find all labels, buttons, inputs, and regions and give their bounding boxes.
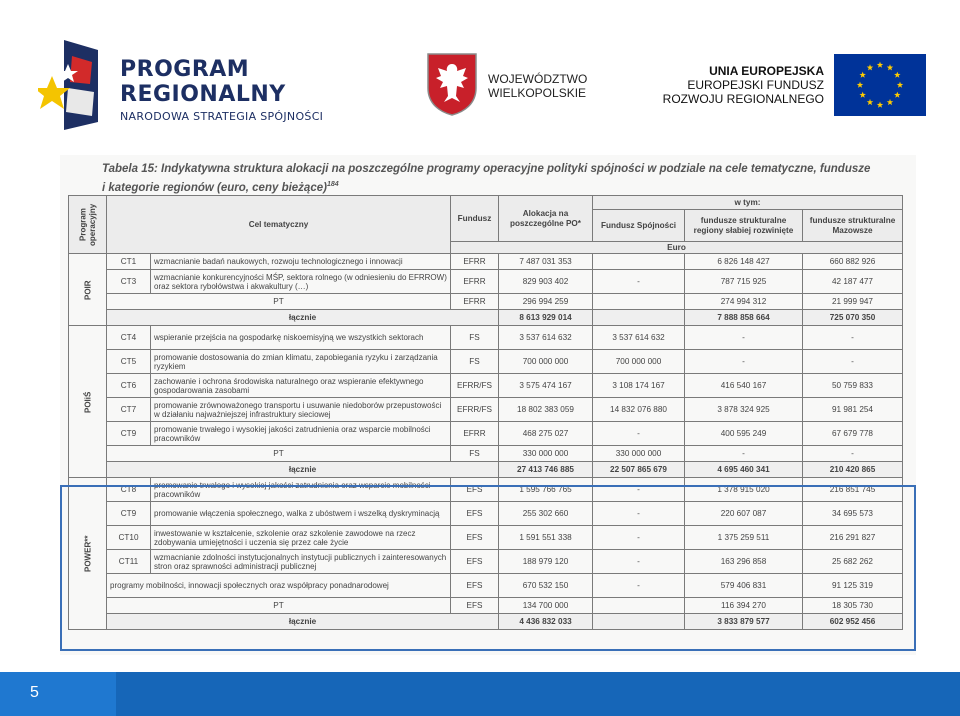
cell-fs: 700 000 000 bbox=[593, 350, 685, 374]
group-pois: POIiŚ bbox=[69, 326, 107, 478]
cell-label: PT bbox=[107, 446, 451, 462]
cell-ct: CT1 bbox=[107, 254, 151, 270]
page-number: 5 bbox=[30, 684, 39, 701]
header-euro: Euro bbox=[451, 242, 903, 254]
cell-fs: 22 507 865 679 bbox=[593, 462, 685, 478]
group-power: POWER** bbox=[69, 478, 107, 630]
cell-alloc: 296 994 259 bbox=[499, 294, 593, 310]
cell-alloc: 1 591 551 338 bbox=[499, 526, 593, 550]
cell-ct: CT3 bbox=[107, 270, 151, 294]
cell-desc: promowanie włączenia społecznego, walka z ubóstwem i wszelką dyskryminacją bbox=[151, 502, 451, 526]
cell-fund: EFS bbox=[451, 526, 499, 550]
cell-fs: - bbox=[593, 478, 685, 502]
cell-alloc: 188 979 120 bbox=[499, 550, 593, 574]
cell-fs: 3 537 614 632 bbox=[593, 326, 685, 350]
cell-label: łącznie bbox=[107, 462, 499, 478]
cell-maz: 25 682 262 bbox=[803, 550, 903, 574]
header-w-tym: w tym: bbox=[593, 196, 903, 210]
cell-fs: 330 000 000 bbox=[593, 446, 685, 462]
cell-fund: EFRR bbox=[451, 422, 499, 446]
cell-alloc: 4 436 832 033 bbox=[499, 614, 593, 630]
cell-alloc: 330 000 000 bbox=[499, 446, 593, 462]
header-fundusz: Fundusz bbox=[451, 196, 499, 242]
cell-less: 400 595 249 bbox=[685, 422, 803, 446]
cell-alloc: 7 487 031 353 bbox=[499, 254, 593, 270]
cell-fs bbox=[593, 294, 685, 310]
table-row bbox=[69, 294, 903, 310]
cell-fs: - bbox=[593, 270, 685, 294]
cell-desc: wzmacnianie badań naukowych, rozwoju technologicznego i innowacji bbox=[151, 254, 451, 270]
cell-maz: 216 291 827 bbox=[803, 526, 903, 550]
cell-ct: CT11 bbox=[107, 550, 151, 574]
cell-maz: 50 759 833 bbox=[803, 374, 903, 398]
cell-desc: wspieranie przejścia na gospodarkę niskoemisyjną we wszystkich sektorach bbox=[151, 326, 451, 350]
cell-fund: EFRR bbox=[451, 294, 499, 310]
cell-maz: 42 187 477 bbox=[803, 270, 903, 294]
cell-desc: promowanie dostosowania do zmian klimatu, zapobiegania ryzyku i zarządzania ryzykiem bbox=[151, 350, 451, 374]
program-regionalny-logo bbox=[38, 38, 338, 130]
cell-fund: EFRR bbox=[451, 270, 499, 294]
region-line2: WIELKOPOLSKIE bbox=[488, 86, 587, 100]
cell-fs bbox=[593, 310, 685, 326]
cell-fs: 3 108 174 167 bbox=[593, 374, 685, 398]
cell-less: 1 375 259 511 bbox=[685, 526, 803, 550]
cell-maz: 660 882 926 bbox=[803, 254, 903, 270]
eu-line3: ROZWOJU REGIONALNEGO bbox=[662, 92, 824, 106]
cell-maz: 21 999 947 bbox=[803, 294, 903, 310]
cell-desc: inwestowanie w kształcenie, szkolenie oraz szkolenie zawodowe na rzecz zdobywania umiejętności i uczenia się przez całe życie bbox=[151, 526, 451, 550]
header-mazowsze: fundusze strukturalne Mazowsze bbox=[803, 210, 903, 242]
table-row bbox=[69, 398, 903, 422]
cell-maz: - bbox=[803, 350, 903, 374]
cell-fund: EFRR/FS bbox=[451, 374, 499, 398]
cell-alloc: 670 532 150 bbox=[499, 574, 593, 598]
cell-less: 274 994 312 bbox=[685, 294, 803, 310]
cell-less: 220 607 087 bbox=[685, 502, 803, 526]
cell-desc: promowanie trwałego i wysokiej jakości zatrudnienia oraz wsparcie mobilności pracowników bbox=[151, 478, 451, 502]
program-logo-line1: PROGRAM bbox=[120, 57, 250, 82]
cell-maz: 91 981 254 bbox=[803, 398, 903, 422]
cell-alloc: 3 537 614 632 bbox=[499, 326, 593, 350]
cell-fs: - bbox=[593, 550, 685, 574]
cell-less: 3 878 324 925 bbox=[685, 398, 803, 422]
cell-fs: - bbox=[593, 574, 685, 598]
cell-fund: EFS bbox=[451, 478, 499, 502]
header-fs: Fundusz Spójności bbox=[593, 210, 685, 242]
header-alokacja: Alokacja na poszczególne PO* bbox=[499, 196, 593, 242]
cell-alloc: 468 275 027 bbox=[499, 422, 593, 446]
caption-footnote: 184 bbox=[326, 181, 339, 188]
cell-less: 416 540 167 bbox=[685, 374, 803, 398]
cell-fs: 14 832 076 880 bbox=[593, 398, 685, 422]
group-poir: POIR bbox=[69, 254, 107, 326]
cell-alloc: 829 903 402 bbox=[499, 270, 593, 294]
eu-line1: UNIA EUROPEJSKA bbox=[709, 64, 824, 78]
table-row-sum bbox=[69, 310, 903, 326]
program-star-mark-icon bbox=[38, 38, 102, 130]
cell-less: 579 406 831 bbox=[685, 574, 803, 598]
table-row bbox=[69, 374, 903, 398]
table-row bbox=[69, 326, 903, 350]
eu-erdf-logo bbox=[660, 54, 926, 116]
cell-desc: wzmacnianie zdolności instytucjonalnych instytucji publicznych i zainteresowanych stron oraz sprawności administracji publicznej bbox=[151, 550, 451, 574]
cell-less: - bbox=[685, 326, 803, 350]
table-row bbox=[69, 350, 903, 374]
cell-less: 163 296 858 bbox=[685, 550, 803, 574]
footer-bar bbox=[0, 672, 960, 716]
cell-fund: FS bbox=[451, 326, 499, 350]
eu-flag-icon bbox=[834, 54, 926, 116]
cell-label: PT bbox=[107, 598, 451, 614]
cell-maz: 67 679 778 bbox=[803, 422, 903, 446]
cell-fund: FS bbox=[451, 350, 499, 374]
cell-ct: CT6 bbox=[107, 374, 151, 398]
table-row bbox=[69, 254, 903, 270]
cell-less: 1 378 915 020 bbox=[685, 478, 803, 502]
cell-fund: EFS bbox=[451, 550, 499, 574]
table-row bbox=[69, 270, 903, 294]
cell-alloc: 700 000 000 bbox=[499, 350, 593, 374]
cell-ct: CT4 bbox=[107, 326, 151, 350]
cell-alloc: 134 700 000 bbox=[499, 598, 593, 614]
cell-label: łącznie bbox=[107, 614, 499, 630]
cell-ct: CT8 bbox=[107, 478, 151, 502]
cell-maz: 18 305 730 bbox=[803, 598, 903, 614]
cell-ct: CT5 bbox=[107, 350, 151, 374]
cell-fund: EFRR/FS bbox=[451, 398, 499, 422]
cell-fs: - bbox=[593, 422, 685, 446]
cell-alloc: 255 302 660 bbox=[499, 502, 593, 526]
header-cel: Cel tematyczny bbox=[107, 196, 451, 254]
program-logo-line3: NARODOWA STRATEGIA SPÓJNOŚCI bbox=[120, 110, 324, 123]
cell-less: 3 833 879 577 bbox=[685, 614, 803, 630]
cell-ct: CT9 bbox=[107, 502, 151, 526]
eu-line2: EUROPEJSKI FUNDUSZ bbox=[687, 78, 824, 92]
cell-less: 6 826 148 427 bbox=[685, 254, 803, 270]
cell-fund: EFS bbox=[451, 502, 499, 526]
cell-less: 787 715 925 bbox=[685, 270, 803, 294]
program-logo-line2: REGIONALNY bbox=[120, 82, 286, 107]
table-row-sum bbox=[69, 462, 903, 478]
cell-alloc: 1 595 766 765 bbox=[499, 478, 593, 502]
page-number-box bbox=[0, 672, 116, 716]
cell-less: - bbox=[685, 446, 803, 462]
cell-alloc: 27 413 746 885 bbox=[499, 462, 593, 478]
cell-fs bbox=[593, 254, 685, 270]
table-row bbox=[69, 422, 903, 446]
caption-line2: i kategorie regionów (euro, ceny bieżące) bbox=[102, 181, 327, 194]
cell-ct: CT7 bbox=[107, 398, 151, 422]
cell-desc: promowanie zrównoważonego transportu i usuwanie niedoborów przepustowości w działaniu najważniejszej infrastruktury sieciowej bbox=[151, 398, 451, 422]
cell-fund: EFRR bbox=[451, 254, 499, 270]
cell-maz: 34 695 573 bbox=[803, 502, 903, 526]
cell-maz: 210 420 865 bbox=[803, 462, 903, 478]
cell-ct: CT9 bbox=[107, 422, 151, 446]
power-highlight-frame bbox=[60, 485, 916, 651]
cell-label: programy mobilności, innowacji społecznych oraz współpracy ponadnarodowej bbox=[107, 574, 451, 598]
cell-maz: - bbox=[803, 446, 903, 462]
cell-label: łącznie bbox=[107, 310, 499, 326]
eagle-shield-icon bbox=[426, 52, 478, 116]
table-caption bbox=[102, 161, 870, 196]
region-name bbox=[488, 72, 587, 100]
cell-maz: 216 851 745 bbox=[803, 478, 903, 502]
cell-alloc: 8 613 929 014 bbox=[499, 310, 593, 326]
cell-less: 4 695 460 341 bbox=[685, 462, 803, 478]
cell-maz: - bbox=[803, 326, 903, 350]
wojewodztwo-wielkopolskie-logo bbox=[426, 52, 626, 116]
cell-maz: 91 125 319 bbox=[803, 574, 903, 598]
cell-fund: EFS bbox=[451, 574, 499, 598]
cell-less: 116 394 270 bbox=[685, 598, 803, 614]
cell-less: 7 888 858 664 bbox=[685, 310, 803, 326]
cell-label: PT bbox=[107, 294, 451, 310]
caption-line1: Tabela 15: Indykatywna struktura alokacji na poszczególne programy operacyjne polityki spójności w podziale na cele tematyczne, fundusze bbox=[102, 163, 871, 175]
cell-maz: 725 070 350 bbox=[803, 310, 903, 326]
cell-less: - bbox=[685, 350, 803, 374]
cell-fs: - bbox=[593, 502, 685, 526]
table-row bbox=[69, 446, 903, 462]
cell-fund: EFS bbox=[451, 598, 499, 614]
header-slabiej: fundusze strukturalne regiony słabiej rozwinięte bbox=[685, 210, 803, 242]
cell-desc: zachowanie i ochrona środowiska naturalnego oraz wspieranie efektywnego gospodarowania zasobami bbox=[151, 374, 451, 398]
header-program: Program operacyjny bbox=[69, 196, 107, 254]
cell-ct: CT10 bbox=[107, 526, 151, 550]
cell-desc: wzmacnianie konkurencyjności MŚP, sektora rolnego (w odniesieniu do EFRROW) oraz sektora rybołówstwa i akwakultury (…) bbox=[151, 270, 451, 294]
cell-alloc: 18 802 383 059 bbox=[499, 398, 593, 422]
cell-alloc: 3 575 474 167 bbox=[499, 374, 593, 398]
cell-desc: promowanie trwałego i wysokiej jakości zatrudnienia oraz wsparcie mobilności pracowników bbox=[151, 422, 451, 446]
cell-maz: 602 952 456 bbox=[803, 614, 903, 630]
region-line1: WOJEWÓDZTWO bbox=[488, 72, 588, 86]
cell-fs: - bbox=[593, 526, 685, 550]
cell-fund: FS bbox=[451, 446, 499, 462]
